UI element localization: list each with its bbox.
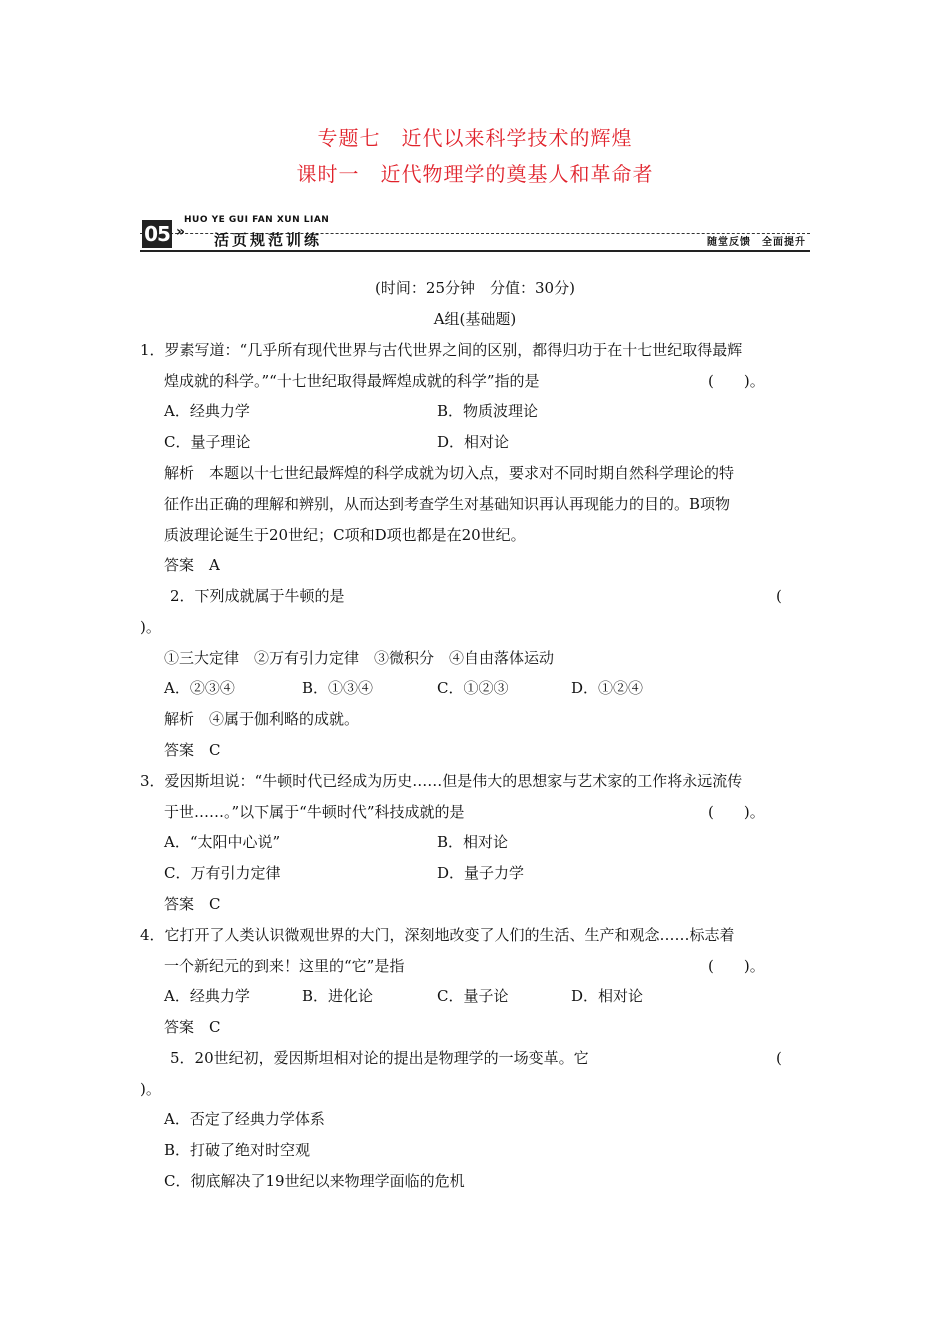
- q2-answer: 答案 C: [164, 741, 221, 759]
- q1-analysis-line3: 质波理论诞生于20世纪；C项和D项也都是在20世纪。: [164, 526, 526, 544]
- q1-answer-paren: ( )。: [708, 372, 765, 390]
- double-arrow-icon: »: [176, 224, 186, 240]
- q2-stem: 2．下列成就属于牛顿的是: [170, 587, 345, 605]
- q5-paren-open: (: [776, 1049, 782, 1067]
- q3-option-b: B．相对论: [437, 833, 509, 851]
- q5-option-c: C．彻底解决了19世纪以来物理学面临的危机: [164, 1172, 465, 1190]
- section-banner: [140, 214, 810, 254]
- banner-rule: [140, 250, 810, 252]
- q4-option-c: C．量子论: [437, 987, 509, 1005]
- q5-paren-close: )。: [140, 1080, 161, 1098]
- q1-stem-line1: 1．罗素写道：“几乎所有现代世界与古代世界之间的区别，都得归功于在十七世纪取得最辉: [140, 341, 743, 359]
- q4-answer-paren: ( )。: [708, 957, 765, 975]
- q2-option-b: B．①③④: [302, 679, 374, 697]
- lesson-title: 课时一 近代物理学的奠基人和革命者: [296, 162, 654, 186]
- q3-answer: 答案 C: [164, 895, 221, 913]
- banner-slogan: 随堂反馈 全面提升: [707, 237, 806, 248]
- q2-paren-close: )。: [140, 618, 161, 636]
- q1-analysis-line2: 征作出正确的理解和辨别，从而达到考查学生对基础知识再认再现能力的目的。B项物: [164, 495, 731, 513]
- banner-pinyin: HUO YE GUI FAN XUN LIAN: [184, 215, 332, 225]
- q1-option-c: C．量子理论: [164, 433, 251, 451]
- q1-option-a: A．经典力学: [164, 402, 250, 420]
- q2-option-c: C．①②③: [437, 679, 509, 697]
- q1-option-d: D．相对论: [437, 433, 510, 451]
- q3-answer-paren: ( )。: [708, 803, 765, 821]
- q1-answer: 答案 A: [164, 556, 220, 574]
- q2-analysis: 解析 ④属于伽利略的成就。: [164, 710, 360, 728]
- banner-number: 05: [142, 220, 172, 248]
- q2-option-a: A．②③④: [164, 679, 235, 697]
- q3-option-a: A．“太阳中心说”: [164, 833, 281, 851]
- q3-option-c: C．万有引力定律: [164, 864, 281, 882]
- chapter-title: 专题七 近代以来科学技术的辉煌: [317, 126, 633, 150]
- q4-option-a: A．经典力学: [164, 987, 250, 1005]
- q4-option-d: D．相对论: [571, 987, 644, 1005]
- banner-name: 活页规范训练: [214, 231, 323, 249]
- group-heading: A组(基础题): [433, 310, 517, 328]
- q2-items: ①三大定律 ②万有引力定律 ③微积分 ④自由落体运动: [164, 649, 555, 667]
- q3-stem-line2: 于世……。”以下属于“牛顿时代”科技成就的是: [164, 803, 465, 821]
- q1-stem-line2: 煌成就的科学。”“十七世纪取得最辉煌成就的科学”指的是: [164, 372, 540, 390]
- q4-answer: 答案 C: [164, 1018, 221, 1036]
- q1-option-b: B．物质波理论: [437, 402, 539, 420]
- q5-option-a: A．否定了经典力学体系: [164, 1110, 325, 1128]
- q4-stem-line1: 4．它打开了人类认识微观世界的大门，深刻地改变了人们的生活、生产和观念……标志着: [140, 926, 735, 944]
- q2-paren-open: (: [776, 587, 782, 605]
- q4-stem-line2: 一个新纪元的到来！这里的“它”是指: [164, 957, 405, 975]
- q3-option-d: D．量子力学: [437, 864, 525, 882]
- q4-option-b: B．进化论: [302, 987, 374, 1005]
- q3-stem-line1: 3．爱因斯坦说：“牛顿时代已经成为历史……但是伟大的思想家与艺术家的工作将永远流传: [140, 772, 743, 790]
- q5-option-b: B．打破了绝对时空观: [164, 1141, 311, 1159]
- q1-analysis-line1: 解析 本题以十七世纪最辉煌的科学成就为切入点，要求对不同时期自然科学理论的特: [164, 464, 735, 482]
- time-score: (时间：25分钟 分值：30分): [375, 279, 575, 297]
- q2-option-d: D．①②④: [571, 679, 644, 697]
- q5-stem: 5．20世纪初，爱因斯坦相对论的提出是物理学的一场变革。它: [170, 1049, 589, 1067]
